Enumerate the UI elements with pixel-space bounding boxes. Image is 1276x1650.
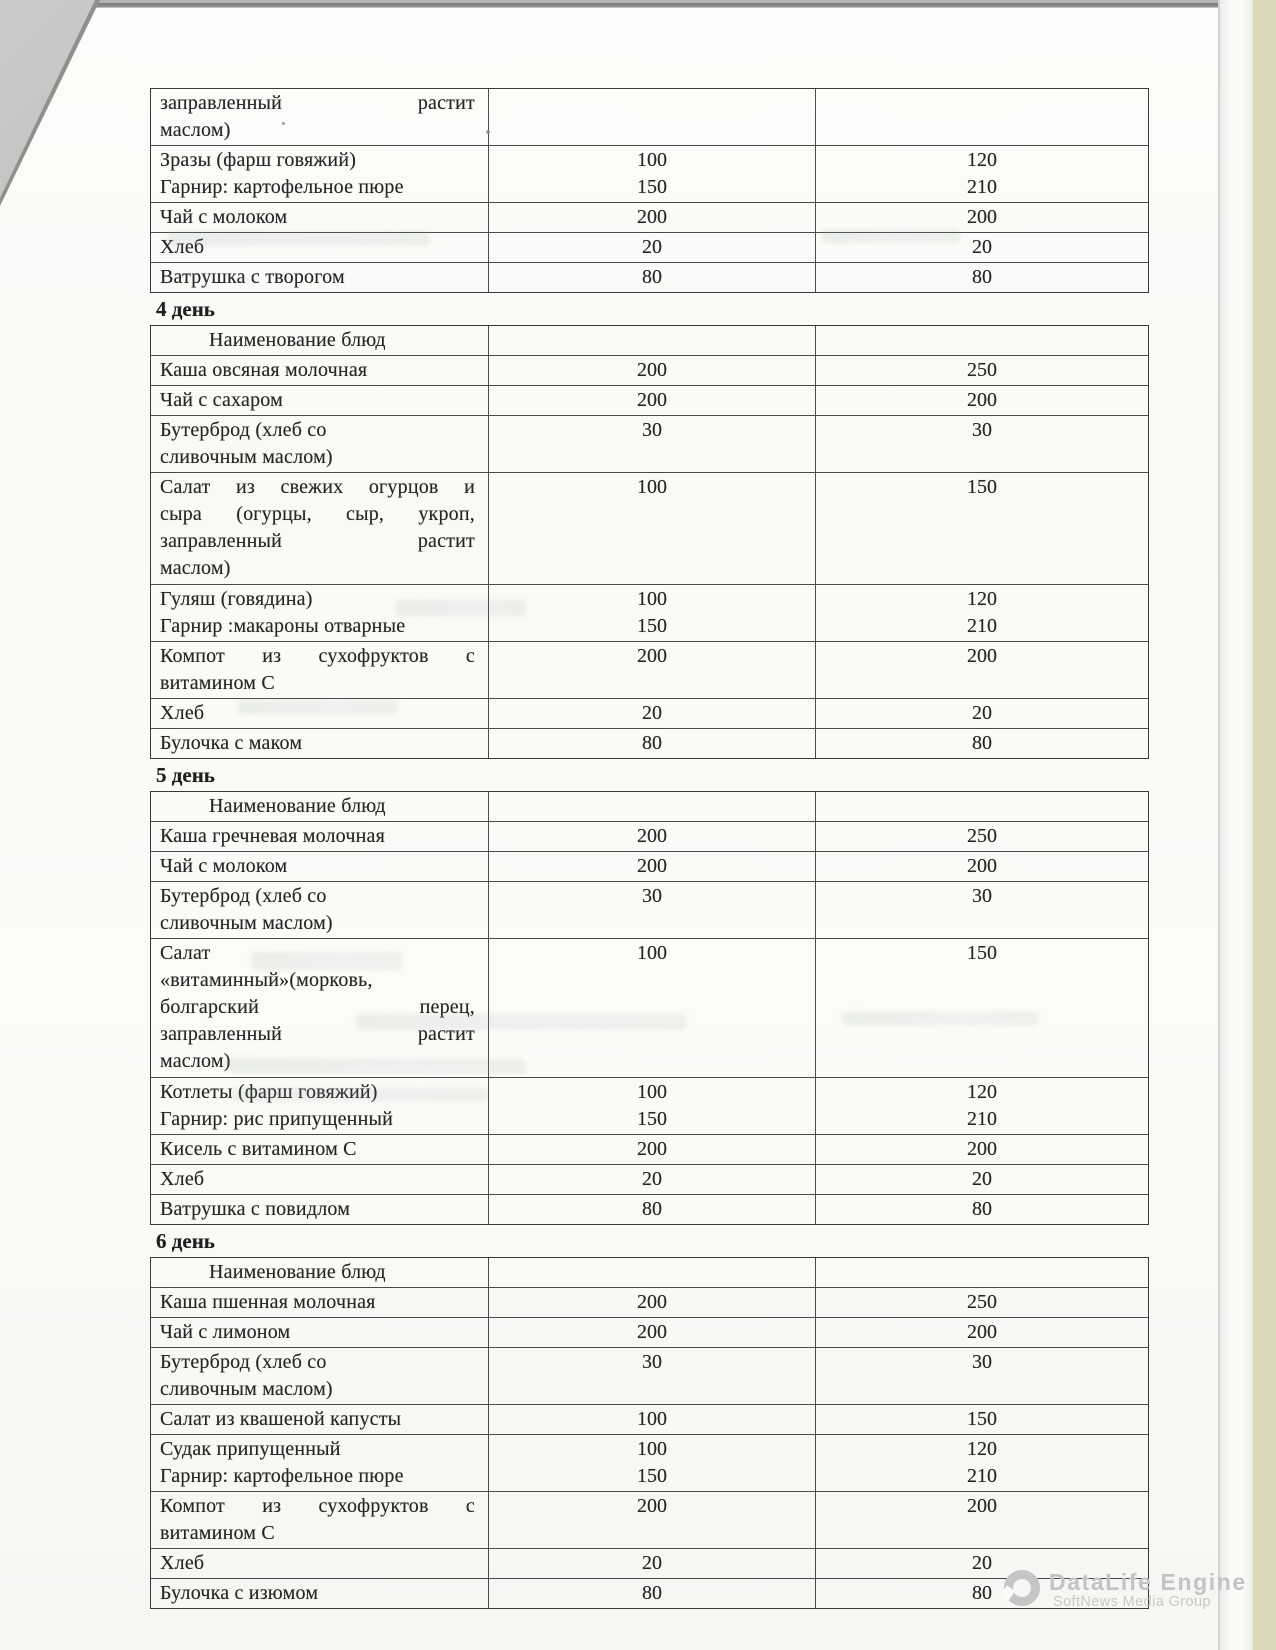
menu-table xyxy=(150,1257,1149,1609)
day-heading: 4 день xyxy=(156,297,215,321)
portion-value: 120 xyxy=(966,588,997,610)
portion-value: 100 xyxy=(636,149,667,171)
scanner-strip-right xyxy=(1252,0,1276,1650)
menu-row xyxy=(151,89,1148,146)
dish-name-cell xyxy=(151,1318,489,1347)
dish-text-line: Наименование блюд xyxy=(209,329,386,351)
dish-text-line: витамином С xyxy=(160,672,275,694)
menu-table xyxy=(150,325,1149,759)
portion-value: 200 xyxy=(636,206,667,228)
scan-speck xyxy=(486,130,490,134)
portion-cell-1 xyxy=(489,822,816,851)
dish-text-line: Зразы (фарш говяжий) xyxy=(160,149,357,171)
page-fold-region xyxy=(1218,0,1252,1650)
dish-name-cell xyxy=(151,89,489,145)
dish-text-line: сыра (огурцы, сыр, укроп, xyxy=(160,503,475,525)
dish-text-line: Каша овсяная молочная xyxy=(160,359,368,381)
portion-value: 100 xyxy=(636,1408,667,1430)
portion-cell-2 xyxy=(816,386,1148,415)
menu-row xyxy=(151,386,1148,416)
datalife-logo-icon xyxy=(1004,1570,1040,1606)
dish-text-line: Гарнир: рис припущенный xyxy=(160,1108,394,1130)
portion-value: 200 xyxy=(966,206,997,228)
portion-value: 30 xyxy=(971,419,992,441)
portion-value: 150 xyxy=(966,476,997,498)
portion-cell-1 xyxy=(489,1405,816,1434)
portion-value: 200 xyxy=(966,1321,997,1343)
portion-cell-1 xyxy=(489,473,816,584)
dish-text-line: Бутерброд (хлеб со xyxy=(160,419,327,441)
table-header-row xyxy=(151,1258,1148,1288)
portion-cell-1 xyxy=(489,585,816,641)
dish-text-line: Чай с молоком xyxy=(160,206,288,228)
portion-cell-2 xyxy=(816,1195,1148,1224)
portion-value: 200 xyxy=(966,645,997,667)
dish-text-line: «витаминный»(морковь, xyxy=(160,969,373,991)
portion-value: 80 xyxy=(971,1582,992,1604)
portion-value: 100 xyxy=(636,476,667,498)
dish-text-line: Булочка с маком xyxy=(160,732,303,754)
scan-artifact xyxy=(252,952,402,970)
menu-row xyxy=(151,1135,1148,1165)
menu-row xyxy=(151,852,1148,882)
menu-row xyxy=(151,1165,1148,1195)
portion-cell-2 xyxy=(816,326,1148,355)
dish-name-cell xyxy=(151,1348,489,1404)
portion-cell-1 xyxy=(489,1135,816,1164)
portion-cell-1 xyxy=(489,642,816,698)
portion-cell-2 xyxy=(816,1165,1148,1194)
portion-value: 80 xyxy=(641,732,662,754)
portion-value: 150 xyxy=(636,176,667,198)
portion-cell-2 xyxy=(816,263,1148,292)
portion-cell-1 xyxy=(489,416,816,472)
portion-value: 200 xyxy=(966,389,997,411)
watermark xyxy=(1004,1570,1247,1610)
portion-cell-1 xyxy=(489,356,816,385)
menu-table xyxy=(150,88,1149,293)
portion-cell-2 xyxy=(816,939,1148,1077)
dish-name-cell xyxy=(151,792,489,821)
dish-name-cell xyxy=(151,882,489,938)
dish-text-line: Булочка с изюмом xyxy=(160,1582,319,1604)
dish-text-line: Наименование блюд xyxy=(209,1261,386,1283)
dish-text-line: Котлеты (фарш говяжий) xyxy=(160,1081,378,1103)
menu-row xyxy=(151,585,1148,642)
portion-cell-2 xyxy=(816,1318,1148,1347)
menu-row xyxy=(151,1405,1148,1435)
portion-value: 250 xyxy=(966,359,997,381)
dish-name-cell xyxy=(151,1579,489,1608)
dish-name-cell xyxy=(151,1195,489,1224)
scan-artifact xyxy=(226,1057,526,1074)
portion-cell-2 xyxy=(816,729,1148,758)
dish-name-cell xyxy=(151,1492,489,1548)
portion-value: 200 xyxy=(636,1291,667,1313)
portion-cell-2 xyxy=(816,146,1148,202)
dish-name-cell xyxy=(151,146,489,202)
portion-cell-1 xyxy=(489,1549,816,1578)
portion-value: 250 xyxy=(966,1291,997,1313)
dish-name-cell xyxy=(151,386,489,415)
portion-value: 200 xyxy=(636,359,667,381)
menu-content xyxy=(150,88,1149,1609)
dish-name-cell xyxy=(151,1165,489,1194)
portion-value: 20 xyxy=(641,1552,662,1574)
dish-text-line: сливочным маслом) xyxy=(160,446,333,468)
dish-text-line: Чай с лимоном xyxy=(160,1321,291,1343)
dish-name-cell xyxy=(151,326,489,355)
portion-cell-2 xyxy=(816,1078,1148,1134)
portion-value: 20 xyxy=(971,1168,992,1190)
dish-name-cell xyxy=(151,356,489,385)
portion-cell-2 xyxy=(816,699,1148,728)
menu-row xyxy=(151,882,1148,939)
dish-name-cell xyxy=(151,1135,489,1164)
menu-row xyxy=(151,1492,1148,1549)
portion-value: 20 xyxy=(971,1552,992,1574)
portion-value: 100 xyxy=(636,1438,667,1460)
menu-row xyxy=(151,203,1148,233)
menu-row xyxy=(151,1318,1148,1348)
portion-cell-2 xyxy=(816,882,1148,938)
scan-artifact xyxy=(356,1014,686,1030)
scan-artifact xyxy=(168,231,430,246)
menu-row xyxy=(151,263,1148,292)
portion-cell-1 xyxy=(489,699,816,728)
portion-cell-1 xyxy=(489,233,816,262)
portion-value: 250 xyxy=(966,825,997,847)
portion-value: 150 xyxy=(966,942,997,964)
menu-row xyxy=(151,1078,1148,1135)
dish-name-cell xyxy=(151,1288,489,1317)
dish-name-cell xyxy=(151,1435,489,1491)
portion-cell-2 xyxy=(816,203,1148,232)
dish-name-cell xyxy=(151,1258,489,1287)
dish-text-line: Бутерброд (хлеб со xyxy=(160,1351,327,1373)
portion-value: 30 xyxy=(641,1351,662,1373)
portion-cell-1 xyxy=(489,1078,816,1134)
dish-text-line: Судак припущенный xyxy=(160,1438,341,1460)
dish-text-line: заправленный растит xyxy=(160,1023,475,1045)
portion-cell-2 xyxy=(816,1405,1148,1434)
scan-speck xyxy=(282,122,285,125)
portion-value: 30 xyxy=(641,419,662,441)
dish-text-line: Компот из сухофруктов с xyxy=(160,645,475,667)
dish-text-line: Хлеб xyxy=(160,702,205,724)
dish-text-line: сливочным маслом) xyxy=(160,912,333,934)
dish-name-cell xyxy=(151,203,489,232)
portion-cell-1 xyxy=(489,882,816,938)
portion-value: 120 xyxy=(966,149,997,171)
scanner-background-corner xyxy=(0,0,95,198)
portion-cell-2 xyxy=(816,642,1148,698)
table-header-row xyxy=(151,792,1148,822)
portion-value: 210 xyxy=(966,615,997,637)
portion-cell-2 xyxy=(816,792,1148,821)
portion-value: 30 xyxy=(641,885,662,907)
dish-name-cell xyxy=(151,729,489,758)
day-heading: 6 день xyxy=(156,1229,215,1253)
portion-cell-1 xyxy=(489,939,816,1077)
dish-text-line: Наименование блюд xyxy=(209,795,386,817)
menu-row xyxy=(151,1348,1148,1405)
portion-cell-2 xyxy=(816,1492,1148,1548)
portion-cell-1 xyxy=(489,1579,816,1608)
portion-value: 200 xyxy=(636,389,667,411)
portion-cell-1 xyxy=(489,89,816,145)
dish-name-cell xyxy=(151,1549,489,1578)
dish-text-line: Компот из сухофруктов с xyxy=(160,1495,475,1517)
portion-value: 100 xyxy=(636,1081,667,1103)
dish-text-line: Салат xyxy=(160,942,211,964)
portion-cell-2 xyxy=(816,89,1148,145)
menu-row xyxy=(151,356,1148,386)
portion-value: 20 xyxy=(971,236,992,258)
dish-text-line: заправленный растит xyxy=(160,530,475,552)
portion-value: 100 xyxy=(636,588,667,610)
menu-row xyxy=(151,822,1148,852)
portion-value: 200 xyxy=(636,645,667,667)
portion-cell-1 xyxy=(489,326,816,355)
dish-text-line: маслом) xyxy=(160,119,231,141)
portion-cell-2 xyxy=(816,473,1148,584)
portion-value: 80 xyxy=(971,732,992,754)
dish-name-cell xyxy=(151,263,489,292)
portion-value: 150 xyxy=(966,1408,997,1430)
paper-top-edge xyxy=(76,3,1220,8)
menu-row xyxy=(151,1579,1148,1608)
portion-value: 80 xyxy=(971,1198,992,1220)
dish-text-line: Хлеб xyxy=(160,1552,205,1574)
portion-value: 200 xyxy=(966,855,997,877)
portion-cell-1 xyxy=(489,146,816,202)
scan-artifact xyxy=(822,229,960,243)
portion-value: 20 xyxy=(641,236,662,258)
portion-value: 200 xyxy=(966,1138,997,1160)
portion-cell-1 xyxy=(489,852,816,881)
watermark-subtitle: SoftNews Media Group xyxy=(1053,1594,1211,1610)
dish-text-line: Кисель с витамином С xyxy=(160,1138,357,1160)
portion-value: 210 xyxy=(966,176,997,198)
portion-value: 120 xyxy=(966,1438,997,1460)
dish-text-line: маслом) xyxy=(160,1050,231,1072)
portion-value: 200 xyxy=(636,1495,667,1517)
portion-cell-2 xyxy=(816,585,1148,641)
menu-row xyxy=(151,1435,1148,1492)
portion-value: 200 xyxy=(966,1495,997,1517)
dish-text-line: Каша пшенная молочная xyxy=(160,1291,376,1313)
portion-cell-1 xyxy=(489,729,816,758)
watermark-text xyxy=(1049,1570,1247,1610)
dish-name-cell xyxy=(151,822,489,851)
dish-text-line: Хлеб xyxy=(160,1168,205,1190)
portion-value: 150 xyxy=(636,1465,667,1487)
portion-cell-1 xyxy=(489,203,816,232)
portion-cell-1 xyxy=(489,1258,816,1287)
portion-value: 20 xyxy=(641,702,662,724)
dish-text-line: Гуляш (говядина) xyxy=(160,588,313,610)
portion-value: 80 xyxy=(641,1198,662,1220)
menu-row xyxy=(151,1195,1148,1224)
portion-cell-1 xyxy=(489,386,816,415)
portion-cell-2 xyxy=(816,1135,1148,1164)
portion-cell-1 xyxy=(489,792,816,821)
dish-name-cell xyxy=(151,1078,489,1134)
dish-text-line: Гарнир: картофельное пюре xyxy=(160,176,404,198)
dish-text-line: заправленный растит xyxy=(160,92,475,114)
portion-value: 80 xyxy=(641,1582,662,1604)
dish-text-line: сливочным маслом) xyxy=(160,1378,333,1400)
dish-name-cell xyxy=(151,1405,489,1434)
day-heading: 5 день xyxy=(156,763,215,787)
dish-text-line: Ватрушка с творогом xyxy=(160,266,345,288)
portion-value: 120 xyxy=(966,1081,997,1103)
menu-row xyxy=(151,473,1148,585)
portion-cell-2 xyxy=(816,1288,1148,1317)
portion-cell-1 xyxy=(489,1348,816,1404)
dish-text-line: витамином С xyxy=(160,1522,275,1544)
portion-cell-1 xyxy=(489,1195,816,1224)
dish-text-line: маслом) xyxy=(160,557,231,579)
portion-value: 80 xyxy=(641,266,662,288)
dish-text-line: болгарский перец, xyxy=(160,996,475,1018)
menu-row xyxy=(151,729,1148,758)
portion-value: 150 xyxy=(636,1108,667,1130)
menu-row xyxy=(151,416,1148,473)
menu-row xyxy=(151,642,1148,699)
dish-text-line: Чай с молоком xyxy=(160,855,288,877)
portion-cell-2 xyxy=(816,416,1148,472)
portion-cell-1 xyxy=(489,1165,816,1194)
dish-name-cell xyxy=(151,642,489,698)
menu-row xyxy=(151,1288,1148,1318)
dish-text-line: Салат из квашеной капусты xyxy=(160,1408,402,1430)
portion-cell-1 xyxy=(489,1435,816,1491)
dish-text-line: Бутерброд (хлеб со xyxy=(160,885,327,907)
watermark-brand: DataLife Engine xyxy=(1049,1569,1247,1595)
portion-value: 20 xyxy=(641,1168,662,1190)
portion-cell-2 xyxy=(816,1348,1148,1404)
portion-cell-2 xyxy=(816,1435,1148,1491)
portion-cell-1 xyxy=(489,1288,816,1317)
portion-value: 200 xyxy=(636,855,667,877)
portion-value: 100 xyxy=(636,942,667,964)
portion-value: 150 xyxy=(636,615,667,637)
portion-value: 30 xyxy=(971,1351,992,1373)
portion-cell-1 xyxy=(489,263,816,292)
dish-name-cell xyxy=(151,416,489,472)
portion-value: 200 xyxy=(636,1321,667,1343)
portion-cell-2 xyxy=(816,852,1148,881)
dish-text-line: Гарнир: картофельное пюре xyxy=(160,1465,404,1487)
page-fold-line xyxy=(1218,0,1220,1650)
portion-value: 80 xyxy=(971,266,992,288)
dish-text-line: Гарнир :макароны отварные xyxy=(160,615,406,637)
table-header-row xyxy=(151,326,1148,356)
dish-name-cell xyxy=(151,852,489,881)
portion-value: 30 xyxy=(971,885,992,907)
scan-artifact xyxy=(396,600,526,616)
portion-value: 210 xyxy=(966,1108,997,1130)
portion-value: 210 xyxy=(966,1465,997,1487)
portion-value: 20 xyxy=(971,702,992,724)
dish-text-line: Чай с сахаром xyxy=(160,389,283,411)
portion-cell-1 xyxy=(489,1492,816,1548)
scan-artifact xyxy=(842,1012,1038,1025)
dish-text-line: Каша гречневая молочная xyxy=(160,825,386,847)
scan-artifact xyxy=(238,700,398,714)
portion-value: 200 xyxy=(636,825,667,847)
portion-cell-2 xyxy=(816,822,1148,851)
dish-text-line: Ватрушка с повидлом xyxy=(160,1198,351,1220)
portion-cell-2 xyxy=(816,1258,1148,1287)
dish-text-line: Хлеб xyxy=(160,236,205,258)
scan-artifact xyxy=(232,1088,488,1101)
portion-cell-1 xyxy=(489,1318,816,1347)
dish-text-line: Салат из свежих огурцов и xyxy=(160,476,475,498)
dish-name-cell xyxy=(151,473,489,584)
menu-row xyxy=(151,146,1148,203)
portion-cell-2 xyxy=(816,356,1148,385)
portion-value: 200 xyxy=(636,1138,667,1160)
menu-row xyxy=(151,1549,1148,1579)
menu-table xyxy=(150,791,1149,1225)
